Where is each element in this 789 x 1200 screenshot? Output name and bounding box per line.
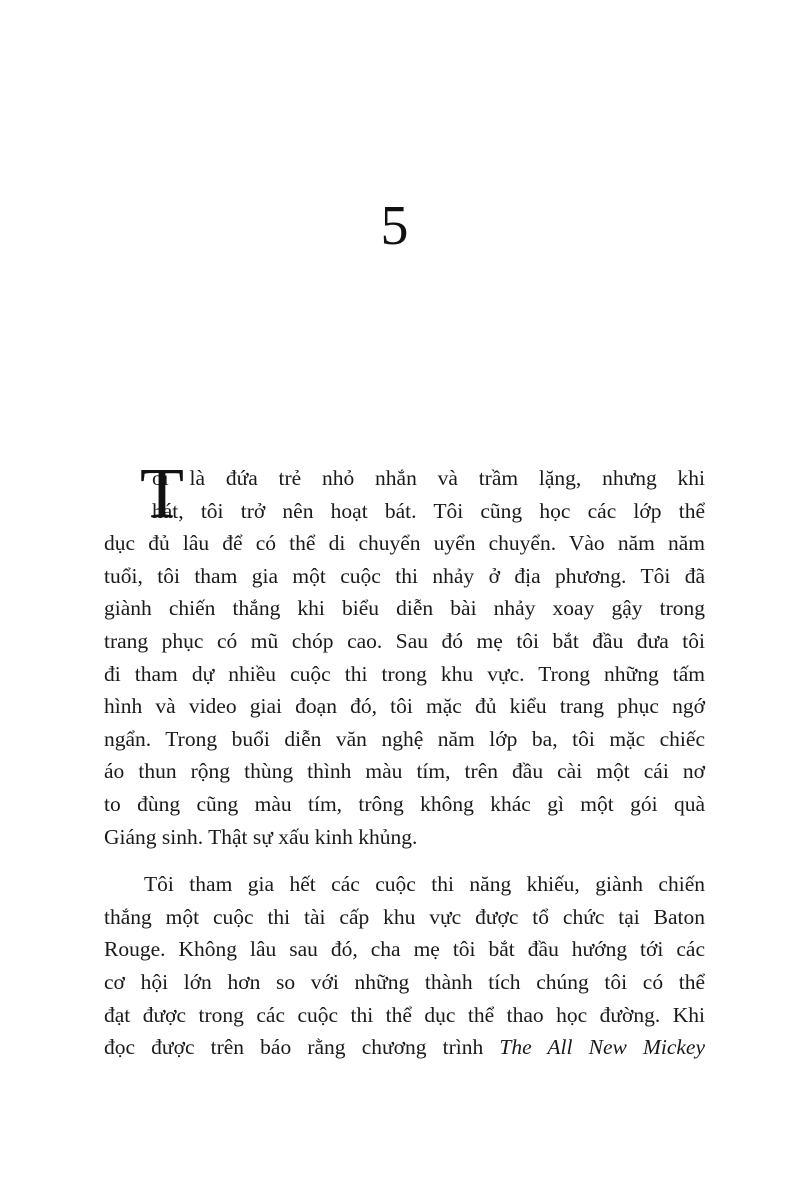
text-line: trang phục có mũ chóp cao. Sau đó mẹ tôi bắt đầu đưa tôi	[104, 628, 705, 653]
text-line: Tôi tham gia hết các cuộc thi năng khiếu, giành chiến	[144, 872, 705, 897]
text-line: ngẩn. Trong buổi diễn văn nghệ năm lớp ba, tôi mặc chiếc	[104, 726, 705, 751]
text-line: tuổi, tôi tham gia một cuộc thi nhảy ở địa phương. Tôi đã	[104, 563, 705, 588]
chapter-body	[104, 453, 706, 1064]
text-line: đi tham dự nhiều cuộc thi trong khu vực. Trong những tấm	[104, 661, 705, 686]
text-line: đạt được trong các cuộc thi thể dục thể thao học đường. Khi	[104, 1002, 705, 1027]
text-line: ôi là đứa trẻ nhỏ nhắn và trầm lặng, nhưng khi	[152, 466, 705, 490]
text-line: cơ hội lớn hơn so với những thành tích chúng tôi có thể	[104, 969, 705, 994]
paragraph-1	[104, 453, 705, 853]
text-line-with-title	[104, 1031, 705, 1064]
show-title: The All New Mickey	[499, 1035, 706, 1060]
text-line: hát, tôi trở nên hoạt bát. Tôi cũng học các lớp thể	[152, 498, 705, 523]
text-line: to đùng cũng màu tím, trông không khác gì một gói quà	[104, 791, 705, 816]
text-line: Giáng sinh. Thật sự xấu kinh khủng.	[104, 824, 418, 849]
text-line: hình và video giai đoạn đó, tôi mặc đủ kiểu trang phục ngớ	[104, 694, 705, 719]
drop-cap: T	[140, 453, 184, 533]
chapter-number: 5	[380, 195, 409, 257]
paragraph-2	[104, 868, 705, 1064]
text-line: áo thun rộng thùng thình màu tím, trên đầu cài một cái nơ	[104, 759, 705, 784]
text-line: giành chiến thắng khi biểu diễn bài nhảy xoay gậy trong	[104, 596, 705, 621]
text-segment: đọc được trên báo rằng chương trình	[104, 1035, 500, 1060]
text-line: thắng một cuộc thi tài cấp khu vực được tổ chức tại Baton	[104, 904, 705, 929]
text-line: dục đủ lâu để có thể di chuyển uyển chuyển. Vào năm năm	[104, 531, 705, 556]
text-line: Rouge. Không lâu sau đó, cha mẹ tôi bắt đầu hướng tới các	[104, 937, 705, 962]
